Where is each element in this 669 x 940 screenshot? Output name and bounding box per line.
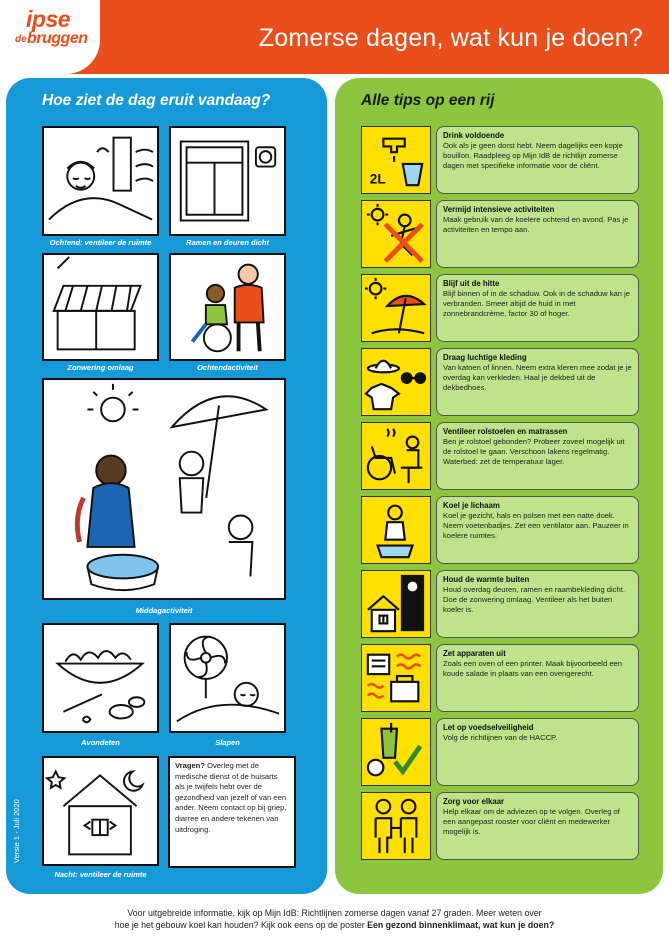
tile-caption: Nacht: ventileer de ruimte: [54, 870, 147, 879]
tile-caption: Ochtendactiviteit: [197, 363, 258, 372]
tip-text-box: [436, 570, 639, 638]
tip-text: Maak gebruik van de koelere ochtend en avond. Pas je activiteiten en tempo aan.: [443, 215, 629, 235]
wheelchair-icon: [361, 422, 431, 490]
tips-panel: [335, 78, 663, 894]
tip-text: Zoals een oven of een printer. Maak bijvoorbeeld een koude salade in plaats van een ovengerecht.: [443, 659, 622, 679]
logo-word-bruggen: bruggen: [27, 30, 88, 47]
questions-box: [168, 756, 296, 868]
tip-text: Ben je rolstoel gebonden? Probeer zoveel mogelijk uit de rolstoel te gaan. Verschoon lakens regelmatig. Waterbed: zet de temperatuur lager.: [443, 437, 625, 467]
tip-text: Koel je gezicht, hals en polsen met een natte doek. Neem voetenbadjes. Zet een ventilator aan. Pauzeer in koelere ruimtes.: [443, 511, 629, 541]
tile-caption: Ramen en deuren dicht: [186, 238, 269, 247]
footer-note: [20, 907, 649, 931]
tips-heading: Alle tips op een rij: [361, 92, 495, 109]
tip-text: Volg de richtlijnen van de HACCP.: [443, 733, 558, 742]
tip-title: Blijf uit de hitte: [443, 279, 500, 288]
logo-word-de: de: [15, 34, 27, 45]
tip-title: Houd de warmte buiten: [443, 575, 530, 584]
tip-title: Vermijd intensieve activiteiten: [443, 205, 555, 214]
tip-item: [361, 644, 639, 712]
tip-text: Ook als je geen dorst hebt. Neem dagelijks een kopje bouillon. Raadpleeg op Mijn IdB de richtlijn zomerse dagen met specifieke informatie voor de cliënt.: [443, 141, 623, 171]
tile-awning-down: [42, 253, 159, 361]
window-and-thermostat-icon: [171, 128, 284, 234]
tip-title: Ventileer rolstoelen en matrassen: [443, 427, 568, 436]
tip-title: Draag luchtige kleding: [443, 353, 527, 362]
person-in-bed-ventilation-icon: [44, 128, 157, 234]
tile-caption: Zonwering omlaag: [67, 363, 134, 372]
tip-text: Houd overdag deuren, ramen en raambekleding dicht. Doe de zonwering omlaag. Ventileer als het buiten koeler is.: [443, 585, 625, 615]
tip-title: Let op voedselveiligheid: [443, 723, 534, 732]
tip-text-box: [436, 422, 639, 490]
sleeping-with-fan-icon: [171, 625, 284, 731]
tip-text: Blijf binnen of in de schaduw. Ook in de schaduw kan je verbranden. Smeer altijd de huid in met zonnebrandcrème, factor 30 of hoger.: [443, 289, 631, 319]
tip-title: Drink voldoende: [443, 131, 505, 140]
tile-morning-activity: [169, 253, 286, 361]
tip-item: [361, 496, 639, 564]
tip-item: [361, 792, 639, 860]
hat-sunglasses-shirt-icon: [361, 348, 431, 416]
tile-caption: Middagactiviteit: [135, 606, 193, 615]
tip-text-box: [436, 126, 639, 194]
house-with-closed-door-icon: [361, 570, 431, 638]
two-people-holding-hands-icon: [361, 792, 431, 860]
tip-text-box: [436, 348, 639, 416]
tip-text-box: [436, 644, 639, 712]
sun-and-parasol-icon: [361, 274, 431, 342]
footbath-icon: [361, 496, 431, 564]
tile-caption: Slapen: [215, 738, 240, 747]
header-bar: [0, 0, 669, 74]
tip-item: [361, 126, 639, 194]
tip-text-box: [436, 200, 639, 268]
tile-caption: Ochtend: ventileer de ruimte: [49, 238, 152, 247]
salad-meal-icon: [44, 625, 157, 731]
day-schedule-panel: [6, 78, 327, 894]
wheelchair-walk-icon: [171, 255, 284, 359]
questions-lead: Vragen?: [175, 761, 205, 770]
tip-item: [361, 718, 639, 786]
awning-icon: [44, 255, 157, 359]
tip-text: Help elkaar om de adviezen op te volgen. Overleg of een aangepast rooster voor cliënt en medewerker mogelijk is.: [443, 807, 620, 837]
page-title: Zomerse dagen, wat kun je doen?: [258, 24, 643, 52]
house-at-night-icon: [44, 758, 157, 864]
oven-and-printer-icon: [361, 644, 431, 712]
tip-item: [361, 348, 639, 416]
footer-line-2-text: hoe je het gebouw koel kan houden? Kijk ook eens op de poster: [114, 920, 368, 930]
tip-title: Zet apparaten uit: [443, 649, 506, 658]
food-safety-check-icon: [361, 718, 431, 786]
tile-sleeping: [169, 623, 286, 733]
tip-item: [361, 422, 639, 490]
day-schedule-heading: Hoe ziet de dag eruit vandaag?: [42, 92, 271, 109]
tip-text-box: [436, 496, 639, 564]
tip-text-box: [436, 792, 639, 860]
tip-icon-label: 2L: [369, 171, 386, 187]
footer-line-1: Voor uitgebreide informatie, kijk op Mijn IdB: Richtlijnen zomerse dagen vanaf 27 graden. Meer weten over: [127, 908, 542, 918]
tile-night-ventilate: [42, 756, 159, 866]
questions-text: Overleg met de medische dienst of de huisarts als je twijfels hebt over de gezondheid van jezelf of van een ander. Neem contact op bij griep, diarree en andere tekenen van uitdroging.: [175, 761, 287, 834]
tile-afternoon-activity: [42, 378, 286, 600]
footer-poster-title: Een gezond binnenklimaat, wat kun je doen?: [367, 920, 555, 930]
tip-item: [361, 274, 639, 342]
tile-dinner: [42, 623, 159, 733]
no-running-in-sun-icon: [361, 200, 431, 268]
footer-line-2: [20, 919, 649, 931]
tip-text: Van katoen of linnen. Neem extra kleren mee zodat je je overdag kan verkleden. Haal je dekbed uit de dekbedhoes.: [443, 363, 632, 393]
version-label: Versie 1 - Juli 2020: [12, 799, 21, 863]
tap-and-water-glass-icon: [361, 126, 431, 194]
tile-caption: Avondeten: [81, 738, 120, 747]
logo-word-ipse: ipse: [26, 6, 71, 32]
tip-title: Koel je lichaam: [443, 501, 500, 510]
tile-windows-doors-closed: [169, 126, 286, 236]
tip-item: [361, 570, 639, 638]
tip-text-box: [436, 274, 639, 342]
tip-title: Zorg voor elkaar: [443, 797, 505, 806]
tile-morning-ventilate: [42, 126, 159, 236]
cooling-feet-under-parasol-icon: [44, 380, 284, 598]
tip-text-box: [436, 718, 639, 786]
logo: [0, 0, 100, 74]
tip-item: [361, 200, 639, 268]
